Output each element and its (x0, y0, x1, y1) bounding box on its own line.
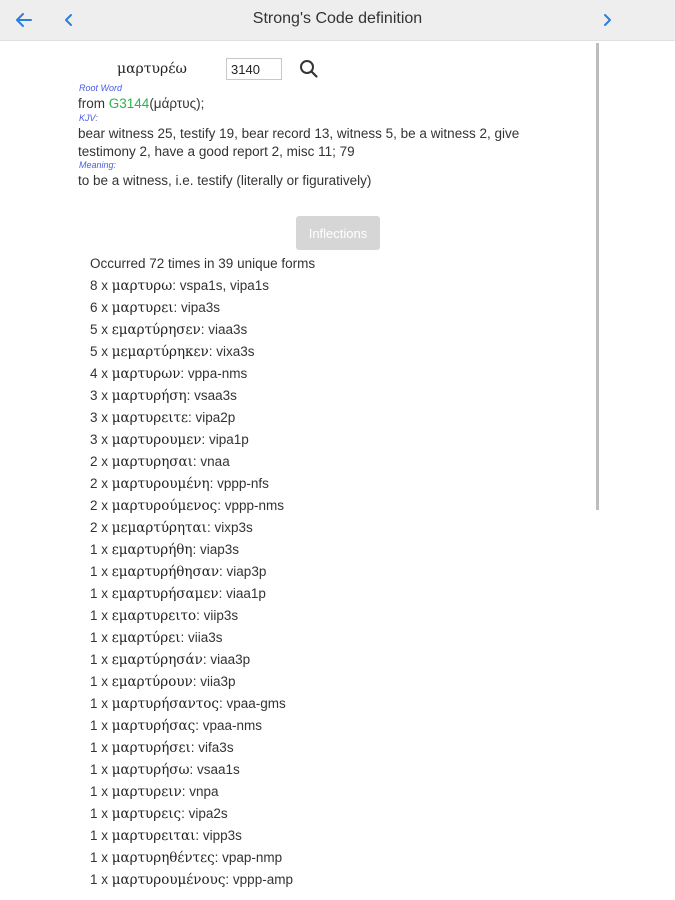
inflection-row (90, 429, 293, 451)
form-count: 1 x (90, 674, 112, 689)
form-word: μαρτυρει (111, 300, 174, 316)
form-count: 3 x (90, 388, 112, 403)
form-parsing: : vipp3s (195, 828, 242, 843)
inflection-row (90, 275, 293, 297)
inflection-row (90, 561, 293, 583)
form-count: 1 x (90, 630, 112, 645)
form-parsing: : vixa3s (208, 344, 255, 359)
inflection-list (90, 275, 293, 891)
form-word: μαρτυρουμένους (111, 872, 226, 888)
meaning-label: Meaning: (79, 160, 117, 170)
form-parsing: : viia3p (192, 674, 236, 689)
form-word: μαρτυρω (111, 278, 173, 294)
form-word: μαρτυρουμένη (111, 476, 210, 492)
root-suffix: (μάρτυς); (149, 96, 205, 111)
form-parsing: : vsaa3s (186, 388, 237, 403)
form-word: εμαρτυρήσαμεν (111, 586, 219, 602)
form-word: μαρτυρήση (111, 388, 187, 404)
inflection-row (90, 407, 293, 429)
form-word: μαρτυρουμεν (111, 432, 202, 448)
form-word: μεμαρτύρηκεν (111, 344, 209, 360)
inflection-row (90, 715, 293, 737)
inflection-row (90, 385, 293, 407)
form-parsing: : vpaa-nms (195, 718, 262, 733)
inflection-row (90, 583, 293, 605)
form-count: 1 x (90, 696, 112, 711)
form-parsing: : vnpa (181, 784, 219, 799)
inflection-row (90, 473, 293, 495)
form-parsing: : vnaa (192, 454, 230, 469)
occurrence-summary: Occurred 72 times in 39 unique forms (90, 256, 316, 271)
form-word: εμαρτύρουν (111, 674, 193, 690)
form-parsing: : vipa3s (173, 300, 221, 315)
inflection-row (90, 737, 293, 759)
form-parsing: : viaa3s (200, 322, 248, 337)
form-count: 1 x (90, 542, 112, 557)
search-icon (298, 58, 320, 80)
form-word: μαρτυρειται (111, 828, 196, 844)
strongs-code-input[interactable] (226, 58, 282, 80)
form-word: μαρτυρηθέντες (111, 850, 215, 866)
form-parsing: : vpap-nmp (214, 850, 283, 865)
inflection-row (90, 363, 293, 385)
form-word: εμαρτυρήθη (111, 542, 193, 558)
form-count: 1 x (90, 564, 112, 579)
inflection-row (90, 847, 293, 869)
scrollbar[interactable] (596, 43, 599, 510)
form-count: 1 x (90, 762, 112, 777)
form-parsing: : vifa3s (190, 740, 234, 755)
form-parsing: : vpaa-gms (219, 696, 286, 711)
form-word: εμαρτύρει (111, 630, 181, 646)
form-word: μαρτυρησαι (111, 454, 193, 470)
inflection-row (90, 803, 293, 825)
form-word: εμαρτύρησάν (111, 652, 203, 668)
form-parsing: : viaa3p (202, 652, 251, 667)
form-word: μαρτυρήσω (111, 762, 190, 778)
inflection-row (90, 297, 293, 319)
form-word: εμαρτυρήθησαν (111, 564, 220, 580)
inflection-row (90, 869, 293, 891)
search-button[interactable] (298, 58, 320, 80)
form-count: 2 x (90, 498, 112, 513)
form-word: εμαρτύρησεν (111, 322, 201, 338)
lemma-word: μαρτυρέω (117, 61, 187, 77)
form-parsing: : viap3p (219, 564, 267, 579)
form-count: 1 x (90, 872, 112, 887)
form-parsing: : viia3s (180, 630, 223, 645)
root-word-label: Root Word (79, 83, 123, 93)
kjv-label: KJV: (79, 113, 98, 123)
form-parsing: : vppa-nms (180, 366, 248, 381)
form-count: 1 x (90, 608, 112, 623)
form-parsing: : vixp3s (206, 520, 253, 535)
form-count: 2 x (90, 520, 112, 535)
form-count: 2 x (90, 454, 112, 469)
form-word: εμαρτυρειτο (111, 608, 197, 624)
form-word: μαρτυρήσει (111, 740, 191, 756)
form-count: 1 x (90, 806, 112, 821)
form-parsing: : viap3s (192, 542, 240, 557)
form-word: μεμαρτύρηται (111, 520, 207, 536)
form-parsing: : viip3s (196, 608, 239, 623)
inflection-row (90, 825, 293, 847)
root-word-link[interactable]: G3144 (108, 96, 150, 111)
page-title: Strong's Code definition (252, 10, 423, 27)
kjv-text: bear witness 25, testify 19, bear record 13, witness 5, be a witness 2, give testimony 2, have a good report 2, misc 11; 79 (78, 126, 520, 159)
inflection-row (90, 693, 293, 715)
inflection-row (90, 517, 293, 539)
form-parsing: : vspa1s, vipa1s (172, 278, 270, 293)
form-count: 1 x (90, 850, 112, 865)
inflection-row (90, 671, 293, 693)
form-count: 5 x (90, 344, 112, 359)
form-count: 3 x (90, 432, 112, 447)
inflection-row (90, 341, 293, 363)
inflection-row (90, 539, 293, 561)
form-parsing: : vppp-amp (225, 872, 293, 887)
form-count: 1 x (90, 784, 112, 799)
root-word-line (78, 95, 578, 113)
inflection-row (90, 319, 293, 341)
meaning-text: to be a witness, i.e. testify (literally or figuratively) (78, 173, 372, 188)
form-word: μαρτυρεις (111, 806, 182, 822)
form-word: μαρτυρειν (111, 784, 182, 800)
form-parsing: : vipa1p (201, 432, 249, 447)
form-count: 1 x (90, 718, 112, 733)
inflection-row (90, 495, 293, 517)
form-count: 1 x (90, 652, 112, 667)
inflection-row (90, 627, 293, 649)
form-parsing: : vsaa1s (189, 762, 240, 777)
form-count: 8 x (90, 278, 112, 293)
form-parsing: : viaa1p (218, 586, 266, 601)
form-word: μαρτυρήσας (111, 718, 196, 734)
inflection-row (90, 451, 293, 473)
root-prefix: from (78, 96, 109, 111)
inflection-row (90, 605, 293, 627)
top-app-bar (0, 0, 675, 41)
form-word: μαρτυρειτε (111, 410, 188, 426)
form-count: 1 x (90, 740, 112, 755)
form-parsing: : vipa2p (187, 410, 236, 425)
form-word: μαρτυρούμενος (111, 498, 218, 514)
form-word: μαρτυρήσαντος (111, 696, 219, 712)
next-entry-button[interactable] (598, 8, 616, 32)
form-count: 6 x (90, 300, 112, 315)
form-parsing: : vipa2s (181, 806, 228, 821)
form-parsing: : vppp-nms (217, 498, 284, 513)
form-count: 5 x (90, 322, 112, 337)
inflection-row (90, 649, 293, 671)
form-parsing: : vppp-nfs (209, 476, 269, 491)
form-count: 3 x (90, 410, 112, 425)
form-count: 1 x (90, 828, 112, 843)
form-word: μαρτυρων (111, 366, 181, 382)
inflection-row (90, 759, 293, 781)
inflection-row (90, 781, 293, 803)
inflections-button[interactable]: Inflections (296, 216, 380, 250)
form-count: 4 x (90, 366, 112, 381)
form-count: 2 x (90, 476, 112, 491)
form-count: 1 x (90, 586, 112, 601)
chevron-right-icon (598, 8, 616, 32)
